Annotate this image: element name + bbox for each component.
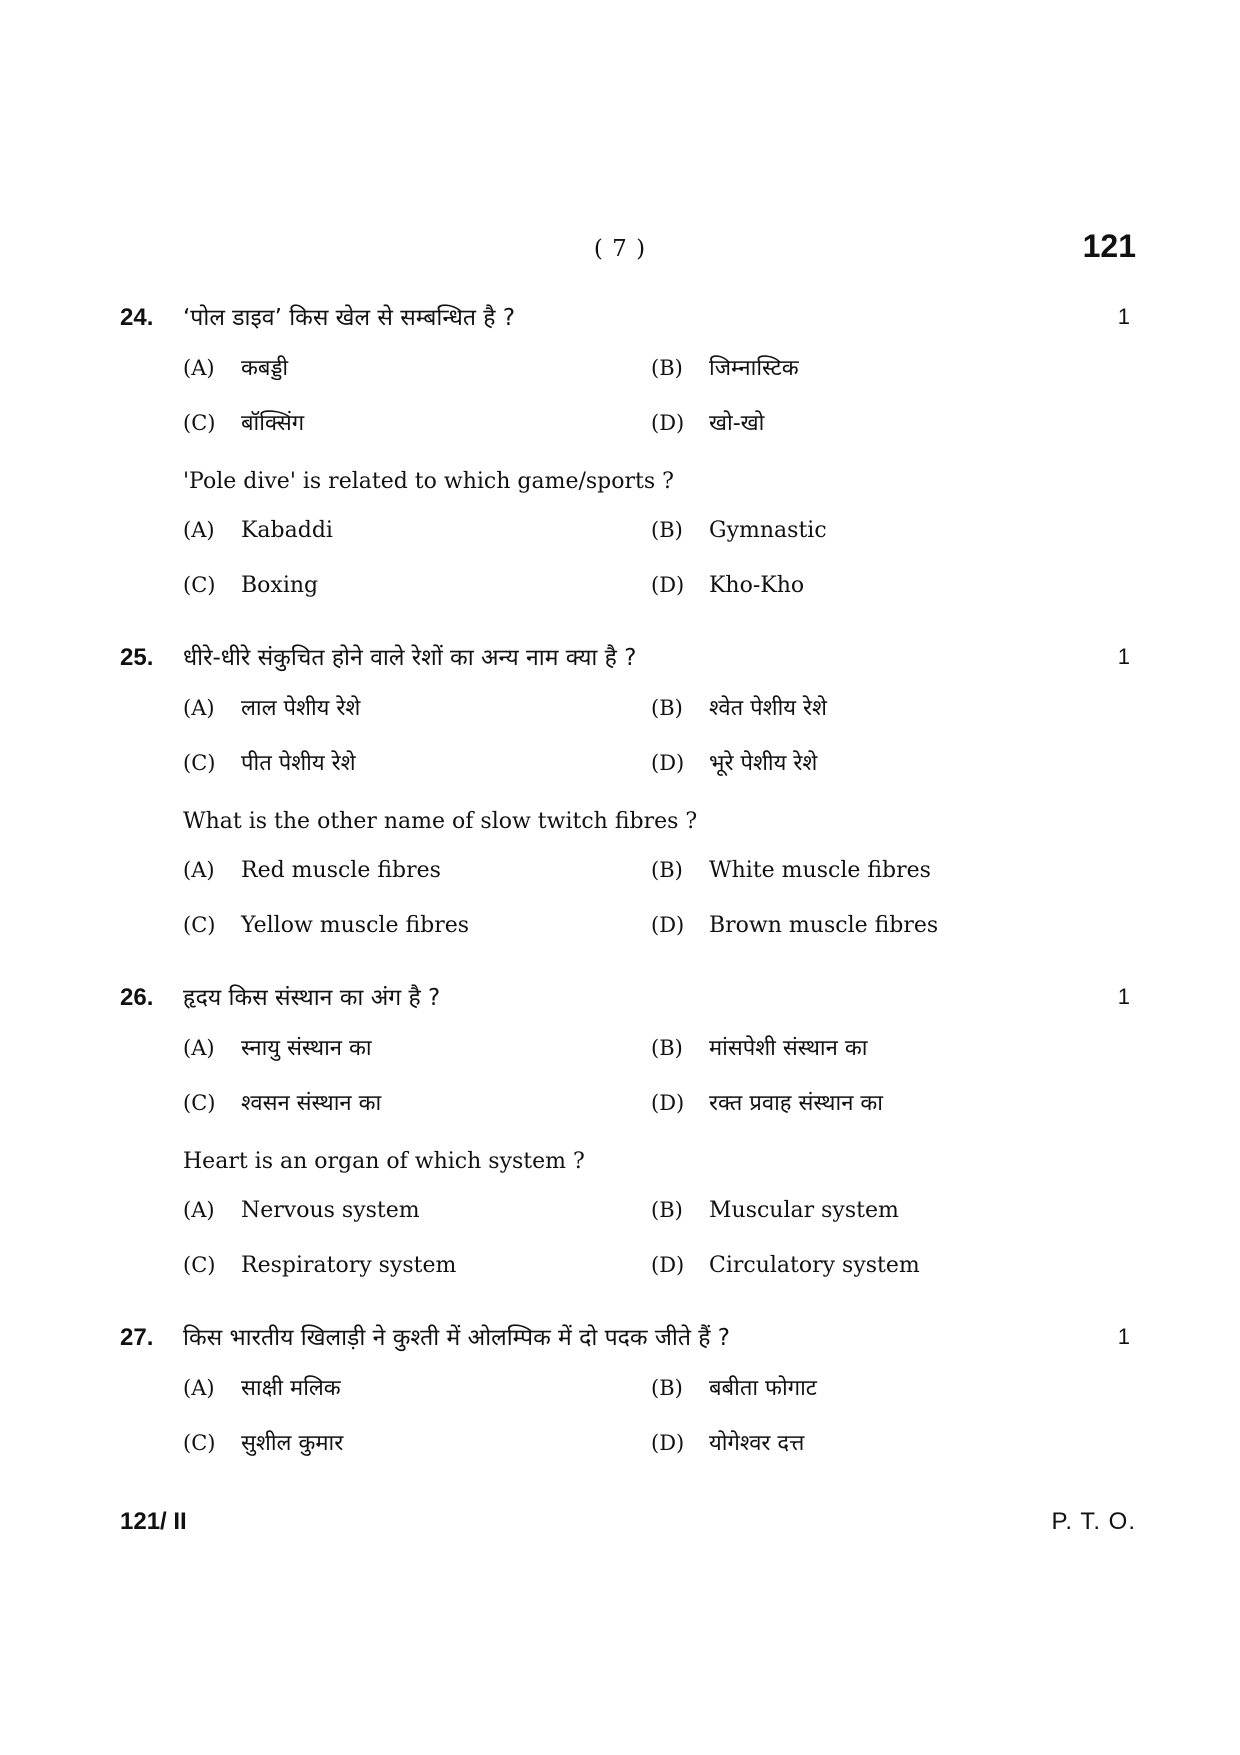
option-row (120, 565, 1140, 620)
option-d-english: (D) Circulatory system (651, 1253, 920, 1278)
question-text-english: What is the other name of slow twitch fibres ? (183, 809, 698, 834)
option-c-hindi: (C) सुशील कुमार (183, 1431, 344, 1456)
option-d-english: (D) Brown muscle fibres (651, 913, 939, 938)
option-c-english: (C) Boxing (183, 573, 319, 598)
option-c-english: (C) Yellow muscle fibres (183, 913, 470, 938)
question-header (120, 1318, 1140, 1364)
option-c-english: (C) Respiratory system (183, 1253, 457, 1278)
question-header (120, 298, 1140, 344)
option-a-english: (A) Red muscle fibres (183, 858, 441, 883)
question-27 (120, 1318, 1140, 1474)
question-text-hindi: हृदय किस संस्थान का अंग है ? (183, 985, 441, 1011)
option-b-english: (B) Gymnastic (651, 518, 827, 543)
question-marks: 1 (1117, 644, 1130, 669)
question-header (120, 978, 1140, 1024)
option-d-hindi: (D) योगेश्वर दत्त (651, 1431, 805, 1456)
option-a-hindi: (A) स्नायु संस्थान का (183, 1036, 372, 1061)
option-a-hindi: (A) कबड्डी (183, 356, 289, 381)
option-b-english: (B) White muscle fibres (651, 858, 931, 883)
please-turn-over: P. T. O. (1051, 1508, 1136, 1535)
option-a-english: (A) Nervous system (183, 1198, 420, 1223)
footer-paper-code: 121/ II (120, 1508, 187, 1535)
option-row (120, 510, 1140, 565)
question-text-hindi: धीरे-धीरे संकुचित होने वाले रेशों का अन्य नाम क्या है ? (183, 645, 637, 671)
option-row (120, 739, 1140, 794)
question-text-english: 'Pole dive' is related to which game/sports ? (183, 469, 674, 494)
question-marks: 1 (1117, 1324, 1130, 1349)
option-d-hindi: (D) रक्त प्रवाह संस्थान का (651, 1091, 883, 1116)
option-b-english: (B) Muscular system (651, 1198, 899, 1223)
question-25 (120, 638, 1140, 960)
option-row (120, 1079, 1140, 1134)
option-d-english: (D) Kho-Kho (651, 573, 805, 598)
option-row (120, 1419, 1140, 1474)
question-marks: 1 (1117, 984, 1130, 1009)
option-d-hindi: (D) भूरे पेशीय रेशे (651, 751, 818, 776)
question-text-hindi: किस भारतीय खिलाड़ी ने कुश्ती में ओलम्पिक में दो पदक जीते हैं ? (183, 1325, 731, 1351)
option-row (120, 1190, 1140, 1245)
option-c-hindi: (C) पीत पेशीय रेशे (183, 751, 356, 776)
option-row (120, 905, 1140, 960)
question-number: 27. (120, 1324, 154, 1351)
option-a-english: (A) Kabaddi (183, 518, 333, 543)
option-b-hindi: (B) मांसपेशी संस्थान का (651, 1036, 868, 1061)
question-header (120, 638, 1140, 684)
option-row (120, 684, 1140, 739)
option-a-hindi: (A) लाल पेशीय रेशे (183, 696, 361, 721)
paper-code: 121 (1082, 228, 1136, 264)
question-text-english: Heart is an organ of which system ? (183, 1149, 585, 1174)
option-d-hindi: (D) खो-खो (651, 411, 765, 436)
option-row (120, 1364, 1140, 1419)
question-26 (120, 978, 1140, 1300)
option-a-hindi: (A) साक्षी मलिक (183, 1376, 341, 1401)
option-c-hindi: (C) बॉक्सिंग (183, 411, 305, 436)
option-b-hindi: (B) जिम्नास्टिक (651, 356, 799, 381)
option-row (120, 850, 1140, 905)
question-number: 25. (120, 644, 154, 671)
question-number: 24. (120, 304, 154, 331)
page-number: ( 7 ) (593, 236, 647, 262)
option-c-hindi: (C) श्वसन संस्थान का (183, 1091, 382, 1116)
question-number: 26. (120, 984, 154, 1011)
question-24 (120, 298, 1140, 620)
question-text-hindi: ‘पोल डाइव’ किस खेल से सम्बन्धित है ? (183, 305, 516, 331)
option-row (120, 1245, 1140, 1300)
question-marks: 1 (1117, 304, 1130, 329)
option-row (120, 399, 1140, 454)
option-b-hindi: (B) श्वेत पेशीय रेशे (651, 696, 827, 721)
option-row (120, 1024, 1140, 1079)
option-row (120, 344, 1140, 399)
option-b-hindi: (B) बबीता फोगाट (651, 1376, 817, 1401)
